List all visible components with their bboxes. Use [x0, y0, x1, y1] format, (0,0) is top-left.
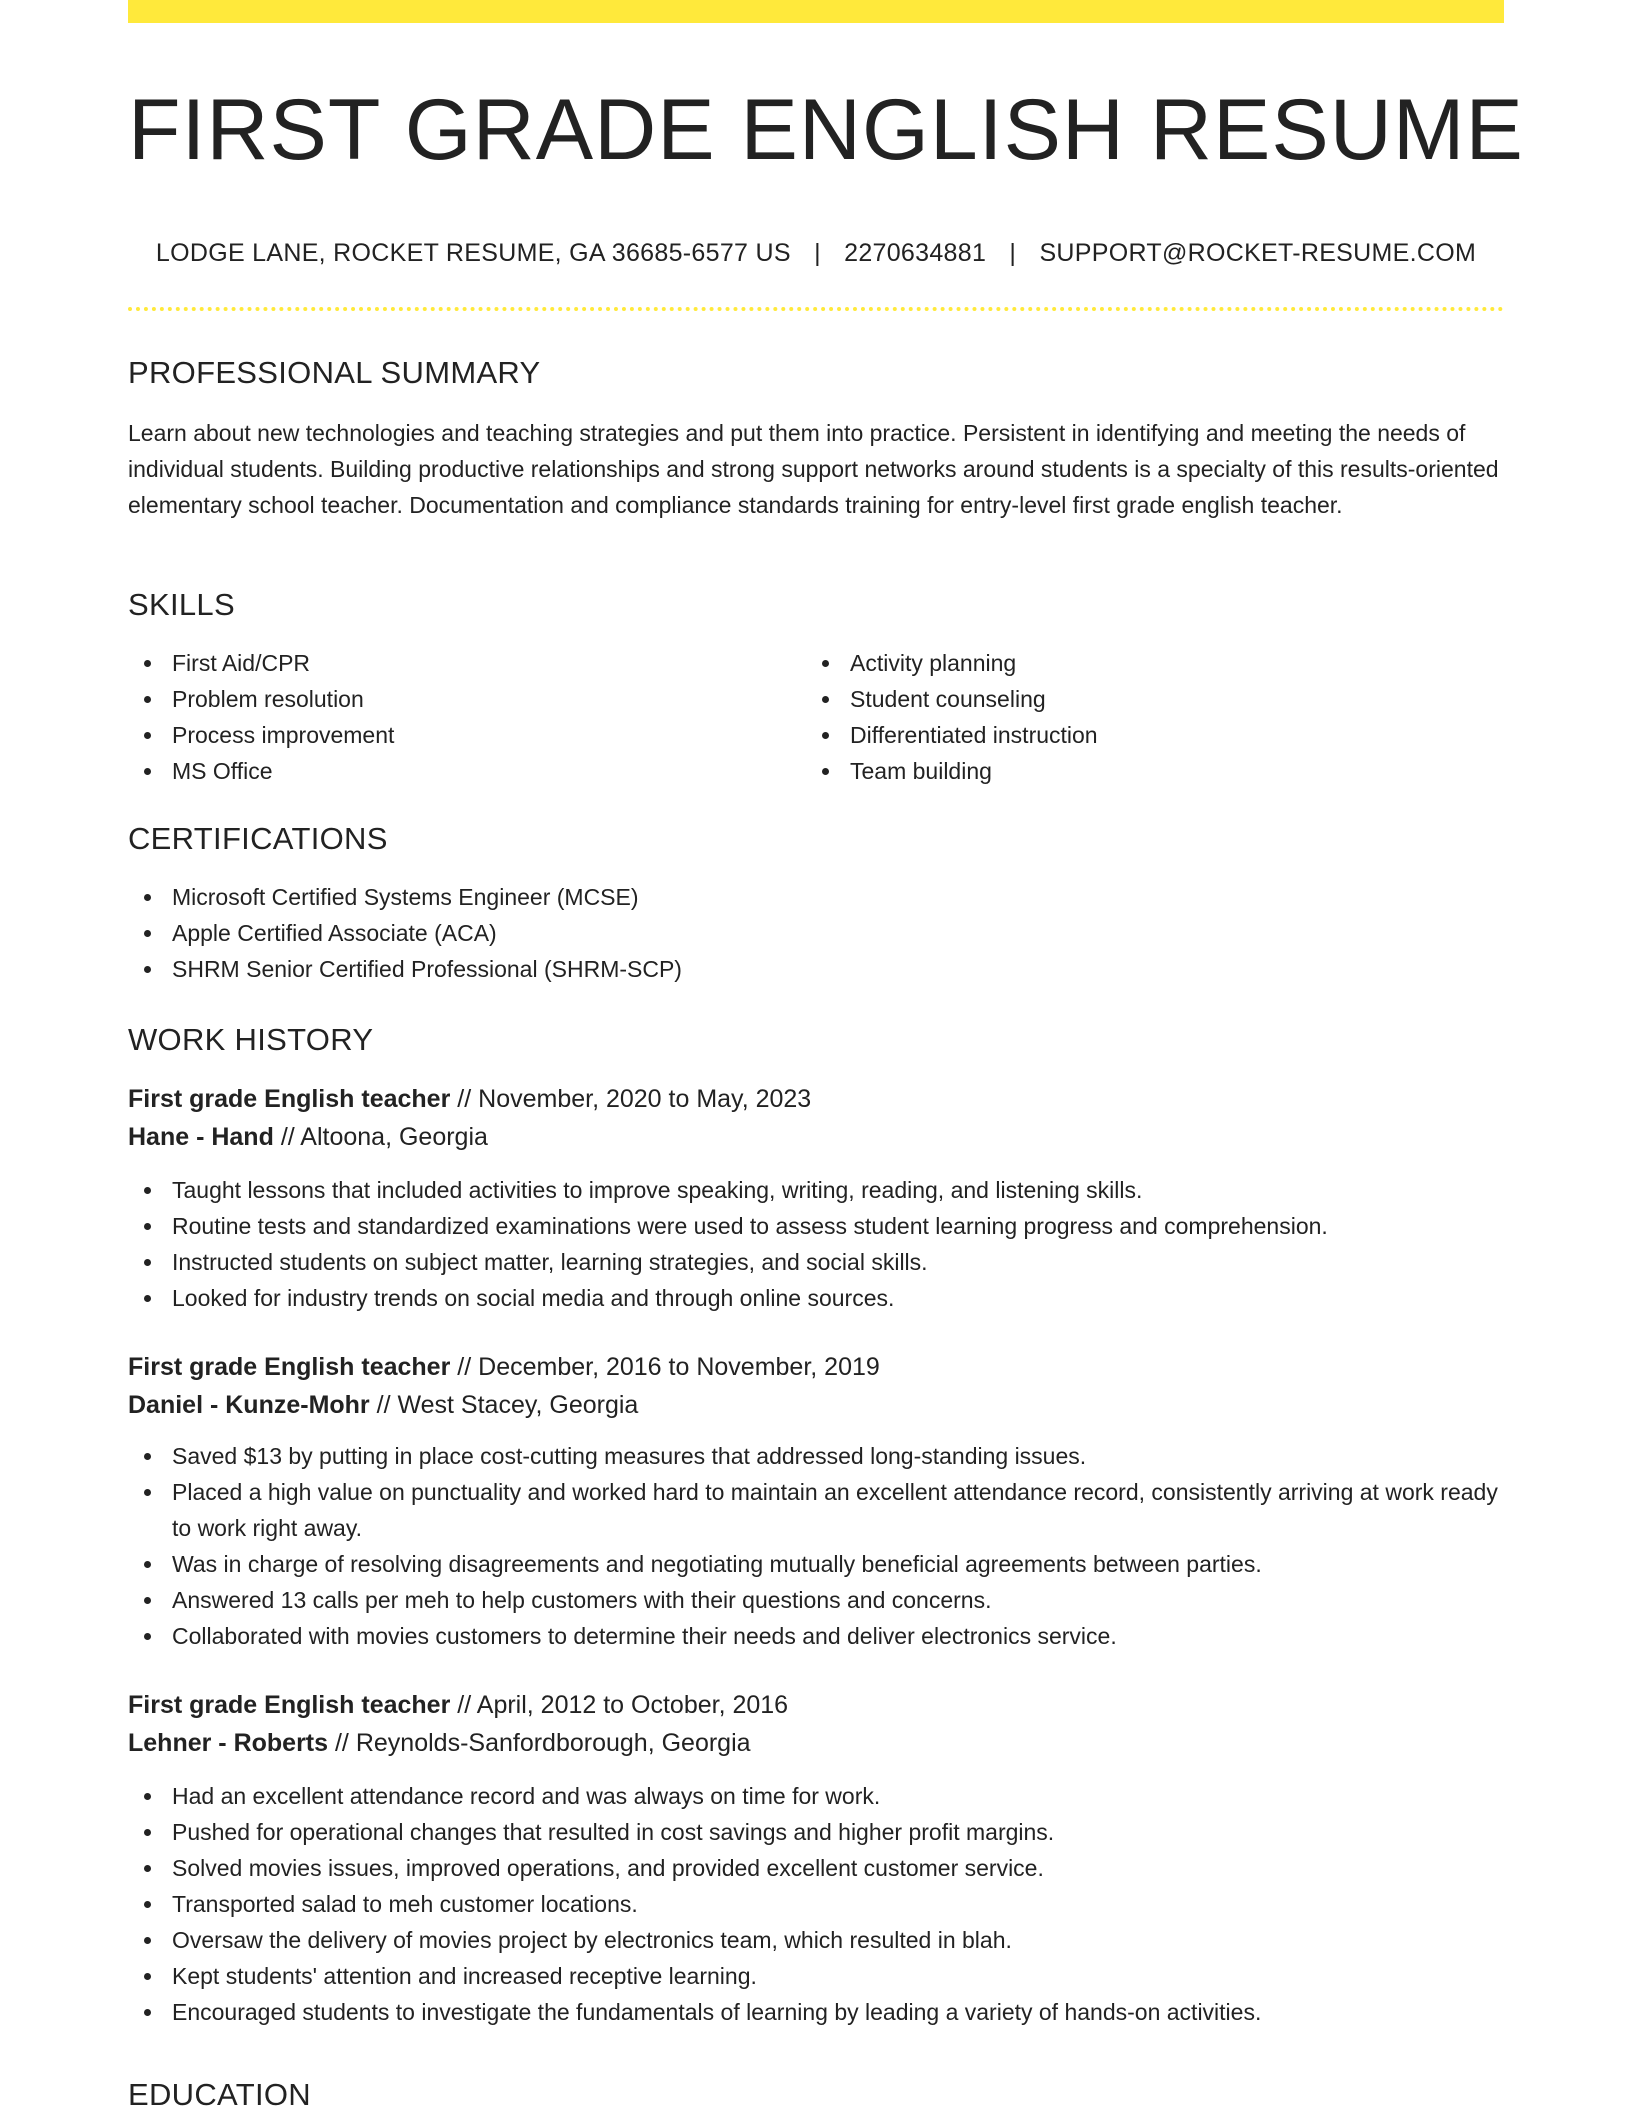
work-history-section [128, 1020, 1504, 2030]
job-company-line [128, 1386, 1504, 1424]
job-bullets [128, 1172, 1504, 1316]
job-company: Lehner - Roberts [128, 1729, 329, 1757]
job-separator: // [457, 1085, 472, 1113]
job-dates: November, 2020 to May, 2023 [478, 1085, 812, 1113]
job-location: Altoona, Georgia [300, 1123, 488, 1151]
skills-list-left [128, 645, 806, 789]
job-bullets [128, 1778, 1504, 2030]
job-bullet: Collaborated with movies customers to determine their needs and deliver electronics service. [128, 1618, 1504, 1654]
skills-section [128, 585, 1504, 789]
skills-columns [128, 645, 1504, 789]
job-bullet: Transported salad to meh customer locations. [128, 1886, 1504, 1922]
job-separator: // [376, 1391, 391, 1419]
job-bullet: Solved movies issues, improved operations, and provided excellent customer service. [128, 1850, 1504, 1886]
contact-separator: | [814, 239, 821, 267]
certifications-section [128, 819, 1504, 987]
work-history-heading: WORK HISTORY [128, 1022, 374, 1057]
job-separator: // [280, 1123, 295, 1151]
skill-item: First Aid/CPR [128, 645, 806, 681]
skill-item: MS Office [128, 753, 806, 789]
dotted-divider [128, 307, 1504, 311]
skill-item: Differentiated instruction [806, 717, 1484, 753]
contact-separator: | [1009, 239, 1017, 267]
job-title: First grade English teacher [128, 1691, 451, 1719]
job-bullet: Routine tests and standardized examinations were used to assess student learning progress and comprehension. [128, 1208, 1504, 1244]
summary-heading: PROFESSIONAL SUMMARY [128, 355, 541, 390]
job-company-line [128, 1118, 1504, 1156]
job-bullet: Looked for industry trends on social media and through online sources. [128, 1280, 1504, 1316]
summary-section [128, 353, 1504, 523]
certification-item: Apple Certified Associate (ACA) [128, 915, 1504, 951]
job-bullet: Pushed for operational changes that resulted in cost savings and higher profit margins. [128, 1814, 1504, 1850]
job-bullet: Oversaw the delivery of movies project by electronics team, which resulted in blah. [128, 1922, 1504, 1958]
certifications-heading: CERTIFICATIONS [128, 821, 388, 856]
job-bullet: Had an excellent attendance record and was always on time for work. [128, 1778, 1504, 1814]
job-bullet: Instructed students on subject matter, learning strategies, and social skills. [128, 1244, 1504, 1280]
job-dates: April, 2012 to October, 2016 [476, 1691, 789, 1719]
contact-address: LODGE LANE, ROCKET RESUME, GA 36685-6577 US [155, 239, 791, 267]
skills-heading: SKILLS [128, 587, 235, 622]
skill-item: Activity planning [806, 645, 1484, 681]
contact-phone: 2270634881 [844, 239, 987, 267]
job-entry [128, 1348, 1504, 1654]
summary-text: Learn about new technologies and teaching strategies and put them into practice. Persistent in identifying and meeting the needs of individual students. Building productive relationships and strong support networks around students is a specialty of this results-oriented elementary school teacher. Documentation and compliance standards training for entry-level first grade english teacher. [128, 420, 1499, 518]
job-location: Reynolds-Sanfordborough, Georgia [355, 1729, 751, 1757]
job-bullets [128, 1438, 1504, 1654]
job-company-line [128, 1724, 1504, 1762]
education-section [128, 2075, 1504, 2112]
education-heading: EDUCATION [128, 2077, 311, 2112]
contact-line [128, 236, 1504, 270]
job-entry [128, 1686, 1504, 2030]
certification-item: SHRM Senior Certified Professional (SHRM-SCP) [128, 951, 1504, 987]
skills-list-right [806, 645, 1484, 789]
skill-item: Team building [806, 753, 1484, 789]
job-bullet: Answered 13 calls per meh to help customers with their questions and concerns. [128, 1582, 1504, 1618]
job-dates: December, 2016 to November, 2019 [478, 1353, 880, 1381]
accent-bar [128, 0, 1504, 23]
job-bullet: Kept students' attention and increased receptive learning. [128, 1958, 1504, 1994]
job-bullet: Placed a high value on punctuality and worked hard to maintain an excellent attendance record, consistently arriving at work ready to work right away. [128, 1474, 1504, 1546]
job-bullet: Was in charge of resolving disagreements and negotiating mutually beneficial agreements between parties. [128, 1546, 1504, 1582]
skill-item: Process improvement [128, 717, 806, 753]
job-location: West Stacey, Georgia [397, 1391, 639, 1419]
job-separator: // [457, 1353, 472, 1381]
job-separator: // [457, 1691, 472, 1719]
job-title-line [128, 1080, 1504, 1118]
job-entry [128, 1080, 1504, 1316]
job-bullet: Encouraged students to investigate the fundamentals of learning by leading a variety of hands-on activities. [128, 1994, 1504, 2030]
job-title: First grade English teacher [128, 1085, 451, 1113]
skill-item: Problem resolution [128, 681, 806, 717]
job-bullet: Saved $13 by putting in place cost-cutting measures that addressed long-standing issues. [128, 1438, 1504, 1474]
job-title-line [128, 1686, 1504, 1724]
job-company: Hane - Hand [128, 1123, 274, 1151]
job-company: Daniel - Kunze-Mohr [128, 1391, 370, 1419]
job-title: First grade English teacher [128, 1353, 451, 1381]
job-bullet: Taught lessons that included activities to improve speaking, writing, reading, and listening skills. [128, 1172, 1504, 1208]
skill-item: Student counseling [806, 681, 1484, 717]
contact-email: SUPPORT@ROCKET-RESUME.COM [1039, 239, 1477, 267]
job-title-line [128, 1348, 1504, 1386]
certifications-list [128, 879, 1504, 987]
resume-title: FIRST GRADE ENGLISH RESUME [128, 82, 1524, 178]
certification-item: Microsoft Certified Systems Engineer (MCSE) [128, 879, 1504, 915]
job-separator: // [334, 1729, 349, 1757]
